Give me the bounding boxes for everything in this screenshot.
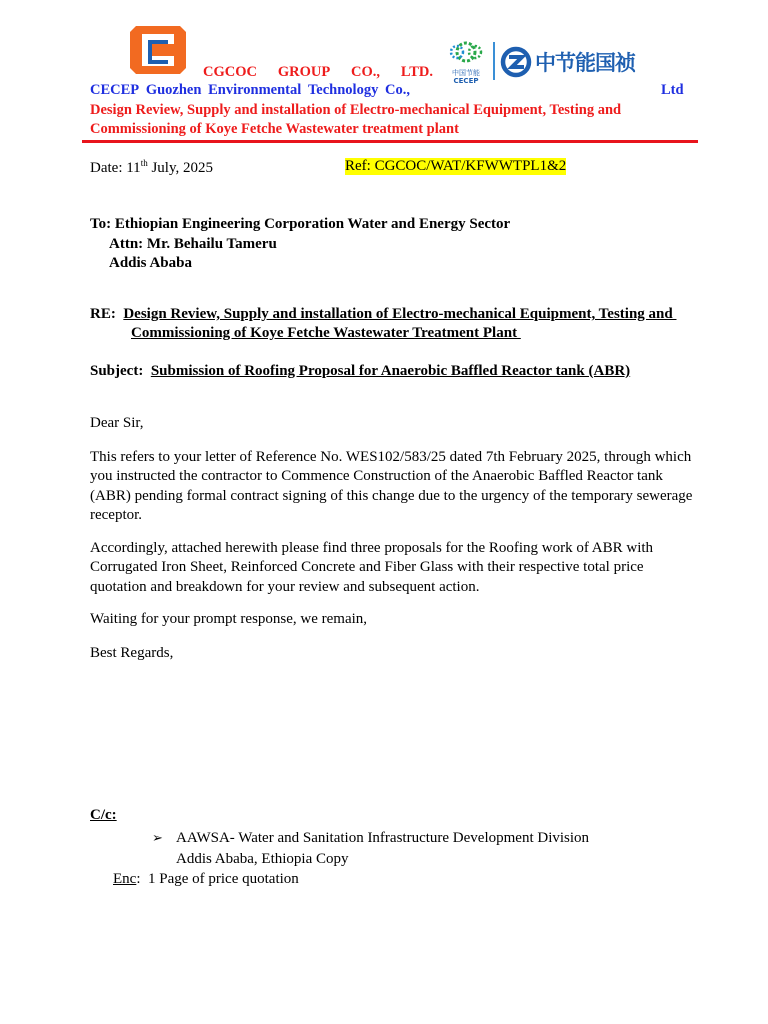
cgcoc-logo	[128, 22, 188, 78]
subject-label: Subject:	[90, 363, 144, 379]
zjn-emblem-icon	[500, 46, 532, 78]
zjn-logo	[500, 44, 650, 80]
subsidiary-name	[90, 82, 410, 99]
cc-item-line-2: Addis Ababa, Ethiopia Copy	[176, 851, 349, 867]
date-suffix: July, 2025	[147, 160, 213, 176]
cc-list-item	[152, 828, 589, 870]
cc-item-line-1: AAWSA- Water and Sanitation Infrastructure Development Division	[176, 830, 590, 846]
subject-line	[90, 363, 630, 380]
company-name	[203, 64, 433, 81]
re-label: RE:	[90, 306, 116, 322]
logo-divider	[493, 42, 495, 80]
enc-label: Enc	[113, 871, 137, 887]
company-word: GROUP	[277, 64, 331, 80]
enc-text: : 1 Page of price quotation	[136, 871, 299, 887]
subsidiary-word: Guozhen	[145, 82, 202, 98]
subsidiary-suffix: Ltd	[661, 82, 684, 98]
zjn-logo-text: 中节能国祯	[535, 51, 635, 75]
subsidiary-word: Co.,	[385, 82, 410, 98]
closing: Best Regards,	[90, 645, 174, 661]
company-word: LTD.	[400, 64, 433, 80]
company-word: CO.,	[351, 64, 381, 80]
re-text-2: Commissioning of Koye Fetche Wastewater Treatment Plant	[131, 325, 521, 341]
subsidiary-word: Environmental	[208, 82, 302, 98]
subject-text: Submission of Roofing Proposal for Anaerobic Baffled Reactor tank (ABR)	[150, 363, 631, 379]
body-paragraph-3: Waiting for your prompt response, we remain,	[90, 611, 368, 627]
company-word: CGCOC	[203, 64, 257, 80]
re-text-1: Design Review, Supply and installation of Electro-mechanical Equipment, Testing and	[123, 306, 677, 322]
letter-date	[90, 158, 213, 177]
re-line	[90, 306, 676, 323]
body-paragraph-1: This refers to your letter of Reference No. WES102/583/25 dated 7th February 2025, through which you instructed the contractor to Commence Construction of the Anaerobic Baffled Reactor tank (ABR) pending formal contract signing of this change due to the urgency of the temporary sewerage receptor.	[90, 449, 693, 524]
cc-label: C/c:	[90, 807, 117, 823]
recipient-attn: Attn: Mr. Behailu Tameru	[109, 235, 277, 252]
recipient-city: Addis Ababa	[109, 255, 192, 271]
body-paragraph-2: Accordingly, attached herewith please find three proposals for the Roofing work of ABR with Corrugated Iron Sheet, Reinforced Concrete and Fiber Glass with their respective total price quotation and breakdown for your review and subsequent action.	[90, 540, 654, 595]
project-title: Design Review, Supply and installation of Electro-mechanical Equipment, Testing and Commissioning of Koye Fetche Wastewater treatment plant	[90, 102, 622, 137]
cecep-logo	[446, 40, 486, 85]
date-ordinal: th	[140, 158, 148, 168]
date-prefix: Date: 11	[90, 160, 141, 176]
salutation: Dear Sir,	[90, 415, 144, 431]
cecep-ring-icon	[446, 40, 486, 64]
cecep-logo-en: CECEP	[453, 77, 479, 85]
reference-number: Ref: CGCOC/WAT/KFWWTPL1&2	[345, 158, 567, 174]
recipient-org: To: Ethiopian Engineering Corporation Water and Energy Sector	[90, 216, 511, 232]
cecep-logo-cn: 中国节能	[452, 69, 480, 77]
header-rule	[82, 140, 698, 143]
subsidiary-word: CECEP	[90, 82, 140, 98]
arrow-bullet-icon: ➢	[152, 831, 163, 846]
recipient-block	[90, 215, 510, 274]
subsidiary-word: Technology	[307, 82, 379, 98]
enclosure-line	[113, 871, 299, 888]
